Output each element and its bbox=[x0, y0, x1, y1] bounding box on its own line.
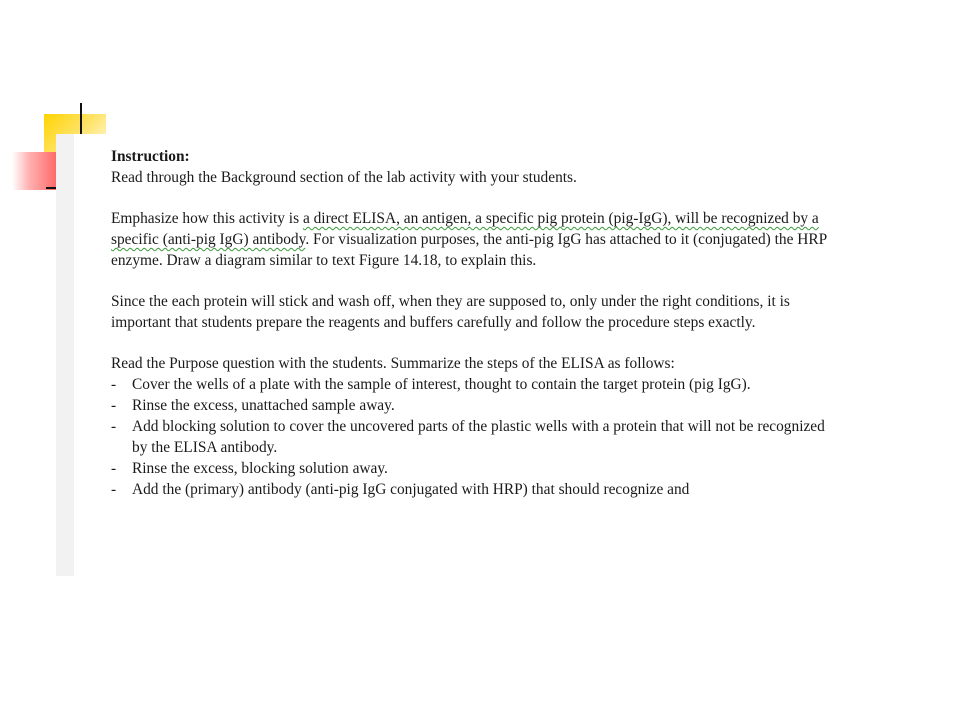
emphasize-text-end: . For visualization purposes, the anti-pig IgG has attached to it (conjugated) the HRP enzyme. Draw a diagram similar to text Figure 14.18, to explain this. bbox=[111, 231, 827, 269]
intro-paragraph: Read through the Background section of the lab activity with your students. bbox=[111, 169, 577, 186]
elisa-steps-list bbox=[111, 374, 831, 500]
instruction-heading: Instruction: bbox=[111, 148, 190, 165]
document-page bbox=[74, 134, 846, 576]
step-item: - Rinse the excess, unattached sample away. bbox=[111, 395, 831, 416]
corner-horizontal-line bbox=[46, 187, 56, 189]
document-content bbox=[111, 146, 831, 500]
document-screenshot bbox=[56, 134, 846, 576]
emphasize-paragraph bbox=[111, 208, 831, 271]
step-item: - Add blocking solution to cover the uncovered parts of the plastic wells with a protein that will not be recognized by the ELISA antibody. bbox=[111, 416, 831, 458]
since-paragraph: Since the each protein will stick and wash off, when they are supposed to, only under the right conditions, it is important that students prepare the reagents and buffers carefully and follow the procedure steps exactly. bbox=[111, 293, 790, 331]
grammar-underlined-text: a direct ELISA, an antigen, a specific pig protein (pig-IgG), will be recognized by a specific (anti-pig IgG) antibody bbox=[111, 210, 819, 248]
step-item: - Add the (primary) antibody (anti-pig IgG conjugated with HRP) that should recognize and bbox=[111, 479, 831, 500]
step-item: - Rinse the excess, blocking solution away. bbox=[111, 458, 831, 479]
purpose-paragraph: Read the Purpose question with the students. Summarize the steps of the ELISA as follows: bbox=[111, 355, 675, 372]
emphasize-text-start: Emphasize how this activity is bbox=[111, 210, 303, 227]
step-item: - Cover the wells of a plate with the sample of interest, thought to contain the target protein (pig IgG). bbox=[111, 374, 831, 395]
corner-red-bar bbox=[12, 152, 62, 190]
